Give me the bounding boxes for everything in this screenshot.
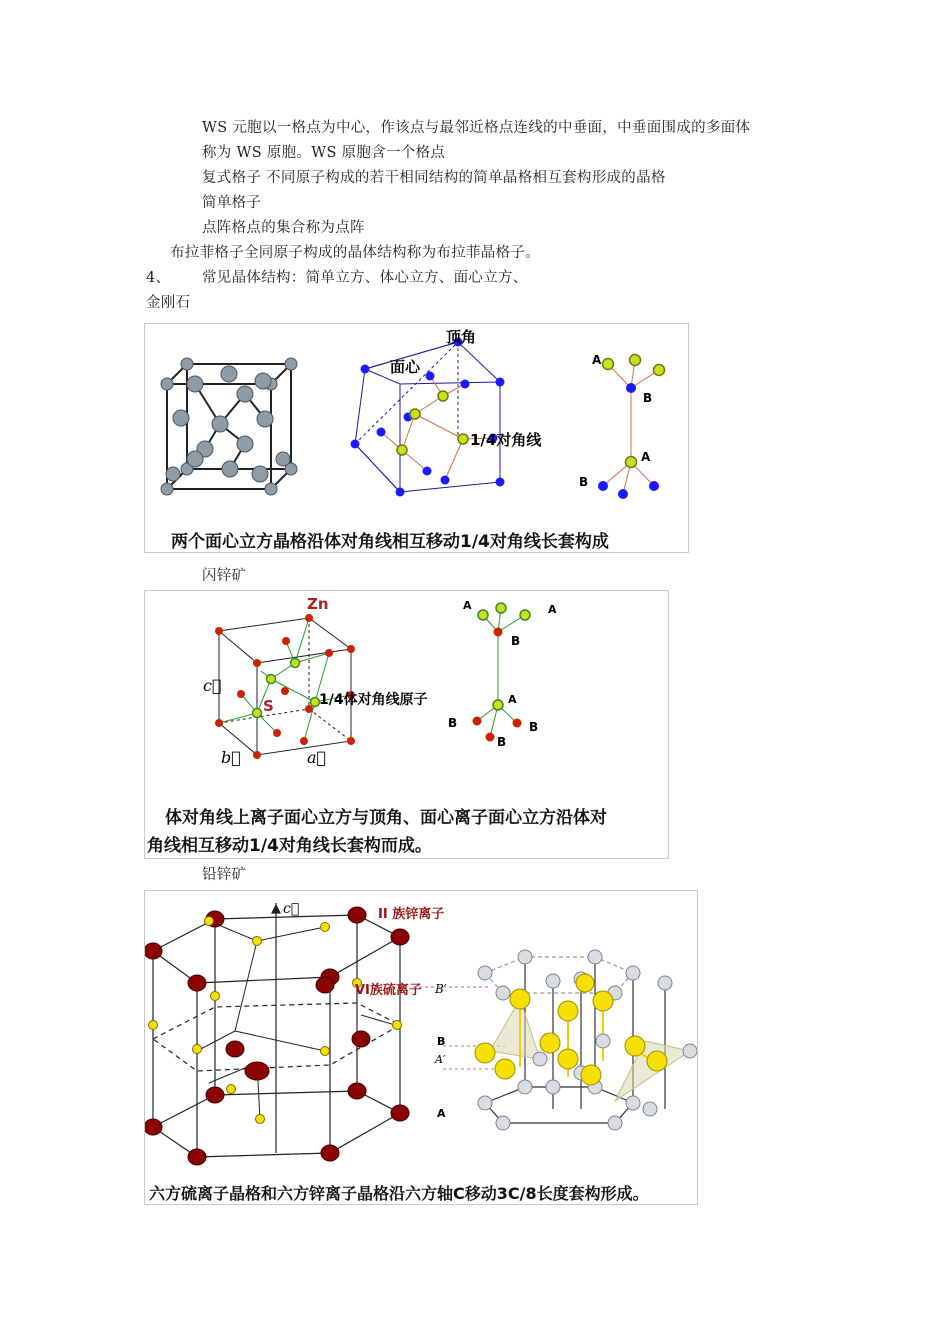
fcc-bonds (381, 376, 493, 480)
zincblende-caption-line-1: 体对角线上离子面心立方与顶角、面心离子面心立方沿体对 (165, 808, 607, 828)
wurtzite-heading: 铅锌矿 (202, 867, 247, 883)
wurtzite-figure (144, 890, 698, 1205)
label-s-ion: VI族硫离子 (355, 983, 422, 998)
label-a-top: A (592, 353, 602, 367)
label-zb-b-right: B (529, 720, 539, 734)
label-quarter-diagonal: 1/4对角线 (470, 431, 542, 449)
label-vector-a: a⃗ (307, 748, 327, 767)
text-line-4: 简单格子 (202, 195, 262, 211)
tetra-bonds (603, 360, 659, 494)
label-hex-b: B (437, 1035, 446, 1048)
label-vector-c: c⃗ (203, 676, 222, 695)
label-hex-a: A (437, 1107, 446, 1120)
label-quarter-diag-atom: 1/4体对角线原子 (319, 692, 428, 708)
wurtzite-diagram (145, 891, 697, 1204)
label-zb-a-bottom: A (508, 693, 517, 706)
diamond-figure (144, 323, 689, 553)
zb-tetra-atoms (473, 603, 531, 742)
zb-bonds (219, 618, 351, 741)
label-zb-b-bottom: B (497, 735, 507, 749)
label-s: S (263, 697, 274, 715)
wurtzite-caption: 六方硫离子晶格和六方锌离子晶格沿六方轴C移动3C/8长度套构形成。 (149, 1184, 649, 1203)
label-b-top: B (643, 391, 653, 405)
label-zn-ion: II 族锌离子 (378, 907, 445, 922)
label-b-prime: B′ (435, 982, 447, 996)
label-zb-a-left: A (463, 599, 472, 612)
text-line-5: 点阵格点的集合称为点阵 (202, 220, 365, 236)
text-line-6: 布拉菲格子全同原子构成的晶体结构称为布拉菲晶格子。 (170, 245, 540, 261)
text-line-1: WS 元胞以一格点为中心，作该点与最邻近格点连线的中垂面，中垂面围成的多面体 (202, 120, 751, 136)
label-b-bottom: B (579, 475, 589, 489)
zb-tetra-bonds (477, 608, 525, 737)
label-zb-b-left: B (448, 716, 458, 730)
zincblende-heading: 闪锌矿 (202, 568, 247, 584)
diamond-heading: 金刚石 (146, 295, 191, 311)
text-line-3: 复式格子 不同原子构成的若干相同结构的简单晶格相互套构形成的晶格 (202, 170, 666, 186)
label-hex-a-prime: A′ (435, 1053, 446, 1066)
label-corner: 顶角 (446, 328, 477, 346)
zincblende-caption-line-2: 角线相互移动1/4对角线长套构而成。 (147, 836, 432, 856)
item-number: 4、 (146, 270, 171, 286)
zincblende-figure (144, 590, 669, 859)
hex-prism (153, 903, 400, 1157)
hex-sulfur-atoms (145, 907, 409, 1165)
label-zb-b-top: B (511, 634, 521, 648)
label-vector-b: b⃗ (221, 748, 241, 767)
label-a-bottom: A (641, 450, 651, 464)
diamond-caption: 两个面心立方晶格沿体对角线相互移动1/4对角线长套构成 (171, 532, 609, 552)
label-face-center: 面心 (390, 358, 421, 376)
text-line-2: 称为 WS 原胞。WS 原胞含一个格点 (202, 145, 446, 161)
diamond-diagram (145, 324, 688, 552)
item-text: 常见晶体结构：简单立方、体心立方、面心立方、 (202, 270, 528, 286)
label-zn: Zn (307, 595, 329, 613)
label-hex-c: c⃗ (283, 901, 300, 917)
label-zb-a-right: A (548, 603, 557, 616)
fcc-blue-atoms (351, 338, 505, 497)
